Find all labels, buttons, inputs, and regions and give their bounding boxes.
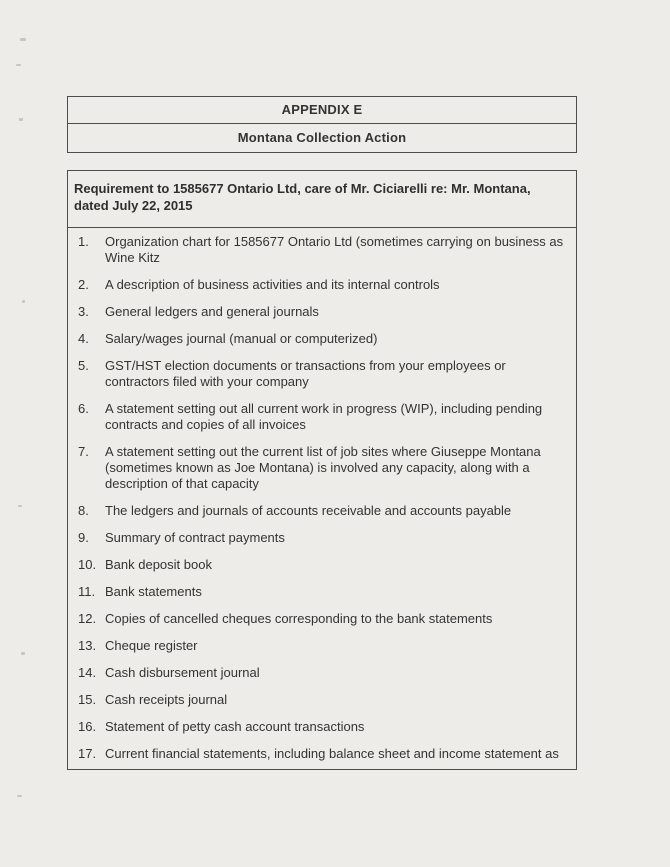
scan-speck <box>21 652 25 655</box>
item-text: A statement setting out all current work in progress (WIP), including pending contracts and copies of all invoices <box>105 401 543 432</box>
scan-speck <box>16 64 21 66</box>
item-text: Bank statements <box>105 584 202 599</box>
item-text: General ledgers and general journals <box>105 304 319 319</box>
item-text: Statement of petty cash account transactions <box>105 719 365 734</box>
list-item <box>78 304 568 320</box>
item-text: A statement setting out the current list of job sites where Giuseppe Montana (sometimes known as Joe Montana) is involved any capacity, along with a description of that capacity <box>105 444 541 491</box>
list-item <box>78 503 568 519</box>
item-text: GST/HST election documents or transactions from your employees or contractors filed with your company <box>105 358 506 389</box>
appendix-header-box <box>67 96 577 153</box>
item-number: 15. <box>78 692 97 707</box>
scan-speck <box>17 795 22 797</box>
item-text: A description of business activities and its internal controls <box>105 277 440 292</box>
scan-speck <box>18 505 22 507</box>
document-body-box <box>67 170 577 770</box>
item-text: Cheque register <box>105 638 198 653</box>
list-item <box>78 719 568 735</box>
item-text: Salary/wages journal (manual or computerized) <box>105 331 378 346</box>
list-item <box>78 611 568 627</box>
item-number: 17. <box>78 746 97 761</box>
item-number: 3. <box>78 304 89 319</box>
list-item <box>78 557 568 573</box>
item-text: Bank deposit book <box>105 557 212 572</box>
list-item <box>78 584 568 600</box>
item-number: 10. <box>78 557 97 572</box>
list-item <box>78 638 568 654</box>
item-number: 2. <box>78 277 89 292</box>
requirement-text: Requirement to 1585677 Ontario Ltd, care of Mr. Ciciarelli re: Mr. Montana, dated July 22, 2015 <box>68 171 576 228</box>
list-item <box>78 746 568 762</box>
item-text: Summary of contract payments <box>105 530 285 545</box>
item-number: 6. <box>78 401 89 416</box>
item-number: 12. <box>78 611 97 626</box>
item-number: 16. <box>78 719 97 734</box>
list-item <box>78 692 568 708</box>
list-item <box>78 444 568 492</box>
item-text: Copies of cancelled cheques corresponding to the bank statements <box>105 611 493 626</box>
item-text: Cash receipts journal <box>105 692 228 707</box>
list-item <box>78 277 568 293</box>
item-number: 13. <box>78 638 97 653</box>
item-text: Organization chart for 1585677 Ontario Ltd (sometimes carrying on business as Wine Kitz <box>105 234 564 265</box>
item-number: 7. <box>78 444 89 459</box>
list-item <box>78 665 568 681</box>
list-item <box>78 331 568 347</box>
item-number: 8. <box>78 503 89 518</box>
list-item <box>78 401 568 433</box>
item-text: Current financial statements, including balance sheet and income statement as <box>105 746 559 761</box>
scan-speck <box>20 38 26 41</box>
item-number: 9. <box>78 530 89 545</box>
item-text: The ledgers and journals of accounts receivable and accounts payable <box>105 503 512 518</box>
item-number: 1. <box>78 234 89 249</box>
list-item <box>78 530 568 546</box>
item-number: 11. <box>78 584 96 599</box>
item-number: 5. <box>78 358 89 373</box>
item-number: 14. <box>78 665 97 680</box>
item-text: Cash disbursement journal <box>105 665 260 680</box>
document-subtitle: Montana Collection Action <box>237 130 407 145</box>
list-item <box>78 358 568 390</box>
item-number: 4. <box>78 331 89 346</box>
scan-speck <box>22 300 25 303</box>
appendix-title: APPENDIX E <box>68 97 576 124</box>
scan-speck <box>19 118 23 121</box>
requirement-list <box>68 228 576 762</box>
list-item <box>78 234 568 266</box>
